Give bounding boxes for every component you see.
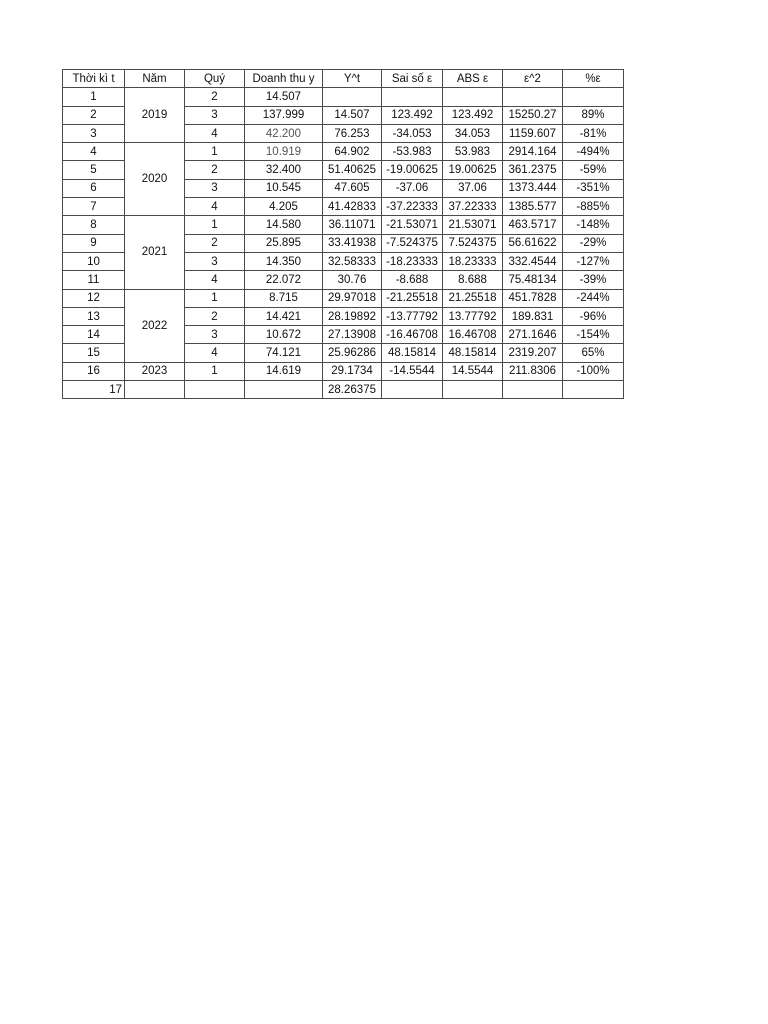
quarter-cell[interactable]: 3 xyxy=(185,106,245,124)
abs-error-cell[interactable]: 13.77792 xyxy=(443,307,503,325)
quarter-cell[interactable]: 4 xyxy=(185,124,245,142)
squared-error-cell[interactable] xyxy=(503,381,563,399)
percent-error-cell[interactable]: -148% xyxy=(563,216,624,234)
yhat-cell[interactable]: 47.605 xyxy=(323,179,382,197)
abs-error-cell[interactable]: 123.492 xyxy=(443,106,503,124)
error-cell[interactable]: -13.77792 xyxy=(382,307,443,325)
squared-error-cell[interactable]: 451.7828 xyxy=(503,289,563,307)
squared-error-cell[interactable]: 2319.207 xyxy=(503,344,563,362)
table-row xyxy=(63,381,624,399)
column-pct-header[interactable]: %ε xyxy=(563,70,624,88)
period-cell[interactable]: 11 xyxy=(63,271,125,289)
yhat-cell[interactable]: 64.902 xyxy=(323,143,382,161)
period-cell[interactable]: 13 xyxy=(63,307,125,325)
squared-error-cell[interactable]: 332.4544 xyxy=(503,252,563,270)
revenue-cell[interactable]: 8.715 xyxy=(245,289,323,307)
abs-error-cell[interactable]: 18.23333 xyxy=(443,252,503,270)
yhat-cell[interactable]: 14.507 xyxy=(323,106,382,124)
yhat-cell[interactable]: 51.40625 xyxy=(323,161,382,179)
squared-error-cell[interactable]: 75.48134 xyxy=(503,271,563,289)
revenue-cell[interactable]: 137.999 xyxy=(245,106,323,124)
percent-error-cell[interactable]: -494% xyxy=(563,143,624,161)
percent-error-cell[interactable]: -96% xyxy=(563,307,624,325)
yhat-cell[interactable]: 28.19892 xyxy=(323,307,382,325)
percent-error-cell[interactable]: -885% xyxy=(563,198,624,216)
squared-error-cell[interactable]: 15250.27 xyxy=(503,106,563,124)
yhat-cell[interactable]: 30.76 xyxy=(323,271,382,289)
percent-error-cell[interactable]: 89% xyxy=(563,106,624,124)
period-cell[interactable]: 17 xyxy=(63,381,125,399)
abs-error-cell[interactable] xyxy=(443,381,503,399)
quarter-cell[interactable]: 4 xyxy=(185,198,245,216)
yhat-cell[interactable]: 33.41938 xyxy=(323,234,382,252)
abs-error-cell[interactable] xyxy=(443,88,503,106)
column-sq-header[interactable]: ε^2 xyxy=(503,70,563,88)
percent-error-cell[interactable]: -100% xyxy=(563,362,624,380)
error-cell[interactable]: -21.25518 xyxy=(382,289,443,307)
revenue-cell[interactable]: 10.919 xyxy=(245,143,323,161)
table-row xyxy=(63,289,624,307)
percent-error-cell[interactable]: -244% xyxy=(563,289,624,307)
year-cell[interactable]: 2022 xyxy=(125,289,185,362)
quarter-cell[interactable]: 2 xyxy=(185,88,245,106)
period-cell[interactable]: 10 xyxy=(63,252,125,270)
year-cell[interactable]: 2023 xyxy=(125,362,185,380)
quarter-cell[interactable]: 1 xyxy=(185,362,245,380)
percent-error-cell[interactable]: -81% xyxy=(563,124,624,142)
column-t-header[interactable]: Thời kì t xyxy=(63,70,125,88)
squared-error-cell[interactable]: 2914.164 xyxy=(503,143,563,161)
error-cell[interactable]: -19.00625 xyxy=(382,161,443,179)
year-cell[interactable]: 2021 xyxy=(125,216,185,289)
error-cell[interactable]: -21.53071 xyxy=(382,216,443,234)
yhat-cell[interactable]: 41.42833 xyxy=(323,198,382,216)
quarter-cell[interactable]: 3 xyxy=(185,326,245,344)
revenue-cell[interactable] xyxy=(245,381,323,399)
header-row xyxy=(63,70,624,88)
abs-error-cell[interactable]: 7.524375 xyxy=(443,234,503,252)
error-cell[interactable]: -7.524375 xyxy=(382,234,443,252)
quarter-cell[interactable]: 1 xyxy=(185,216,245,234)
quarter-cell[interactable]: 2 xyxy=(185,307,245,325)
percent-error-cell[interactable]: -39% xyxy=(563,271,624,289)
error-cell[interactable]: -14.5544 xyxy=(382,362,443,380)
error-cell[interactable]: -53.983 xyxy=(382,143,443,161)
percent-error-cell[interactable] xyxy=(563,381,624,399)
period-cell[interactable]: 12 xyxy=(63,289,125,307)
abs-error-cell[interactable]: 21.53071 xyxy=(443,216,503,234)
abs-error-cell[interactable]: 34.053 xyxy=(443,124,503,142)
squared-error-cell[interactable]: 189.831 xyxy=(503,307,563,325)
revenue-cell[interactable]: 25.895 xyxy=(245,234,323,252)
year-cell[interactable]: 2019 xyxy=(125,88,185,143)
error-cell[interactable]: -16.46708 xyxy=(382,326,443,344)
table-row xyxy=(63,362,624,380)
year-cell[interactable]: 2020 xyxy=(125,143,185,216)
yhat-cell[interactable]: 29.97018 xyxy=(323,289,382,307)
revenue-cell[interactable]: 10.545 xyxy=(245,179,323,197)
forecast-table xyxy=(62,69,624,399)
period-cell[interactable]: 5 xyxy=(63,161,125,179)
yhat-cell[interactable]: 27.13908 xyxy=(323,326,382,344)
error-cell[interactable]: -37.22333 xyxy=(382,198,443,216)
error-cell[interactable] xyxy=(382,381,443,399)
quarter-cell[interactable]: 4 xyxy=(185,271,245,289)
abs-error-cell[interactable]: 16.46708 xyxy=(443,326,503,344)
percent-error-cell[interactable] xyxy=(563,88,624,106)
percent-error-cell[interactable]: -29% xyxy=(563,234,624,252)
period-cell[interactable]: 1 xyxy=(63,88,125,106)
period-cell[interactable]: 14 xyxy=(63,326,125,344)
percent-error-cell[interactable]: -154% xyxy=(563,326,624,344)
revenue-cell[interactable]: 10.672 xyxy=(245,326,323,344)
period-cell[interactable]: 9 xyxy=(63,234,125,252)
squared-error-cell[interactable] xyxy=(503,88,563,106)
revenue-cell[interactable]: 74.121 xyxy=(245,344,323,362)
period-cell[interactable]: 15 xyxy=(63,344,125,362)
revenue-cell[interactable]: 4.205 xyxy=(245,198,323,216)
yhat-cell[interactable]: 32.58333 xyxy=(323,252,382,270)
quarter-cell[interactable]: 3 xyxy=(185,179,245,197)
year-cell[interactable] xyxy=(125,381,185,399)
quarter-cell[interactable] xyxy=(185,381,245,399)
error-cell[interactable]: 123.492 xyxy=(382,106,443,124)
yhat-cell[interactable]: 36.11071 xyxy=(323,216,382,234)
period-cell[interactable]: 16 xyxy=(63,362,125,380)
revenue-cell[interactable]: 42.200 xyxy=(245,124,323,142)
error-cell[interactable]: -34.053 xyxy=(382,124,443,142)
period-cell[interactable]: 6 xyxy=(63,179,125,197)
revenue-cell[interactable]: 14.421 xyxy=(245,307,323,325)
yhat-cell[interactable]: 28.26375 xyxy=(323,381,382,399)
period-cell[interactable]: 4 xyxy=(63,143,125,161)
column-quarter-header[interactable]: Quý xyxy=(185,70,245,88)
squared-error-cell[interactable]: 1385.577 xyxy=(503,198,563,216)
revenue-cell[interactable]: 14.580 xyxy=(245,216,323,234)
abs-error-cell[interactable]: 21.25518 xyxy=(443,289,503,307)
period-cell[interactable]: 3 xyxy=(63,124,125,142)
period-cell[interactable]: 2 xyxy=(63,106,125,124)
error-cell[interactable]: -18.23333 xyxy=(382,252,443,270)
revenue-cell[interactable]: 14.350 xyxy=(245,252,323,270)
error-cell[interactable]: -37.06 xyxy=(382,179,443,197)
quarter-cell[interactable]: 3 xyxy=(185,252,245,270)
revenue-cell[interactable]: 22.072 xyxy=(245,271,323,289)
error-cell[interactable]: 48.15814 xyxy=(382,344,443,362)
abs-error-cell[interactable]: 14.5544 xyxy=(443,362,503,380)
column-error-header[interactable]: Sai số ε xyxy=(382,70,443,88)
error-cell[interactable] xyxy=(382,88,443,106)
abs-error-cell[interactable]: 37.22333 xyxy=(443,198,503,216)
squared-error-cell[interactable]: 361.2375 xyxy=(503,161,563,179)
yhat-cell[interactable]: 29.1734 xyxy=(323,362,382,380)
yhat-cell[interactable]: 25.96286 xyxy=(323,344,382,362)
quarter-cell[interactable]: 2 xyxy=(185,234,245,252)
abs-error-cell[interactable]: 37.06 xyxy=(443,179,503,197)
squared-error-cell[interactable]: 1373.444 xyxy=(503,179,563,197)
period-cell[interactable]: 7 xyxy=(63,198,125,216)
squared-error-cell[interactable]: 271.1646 xyxy=(503,326,563,344)
column-revenue-header[interactable]: Doanh thu y xyxy=(245,70,323,88)
abs-error-cell[interactable]: 48.15814 xyxy=(443,344,503,362)
quarter-cell[interactable]: 4 xyxy=(185,344,245,362)
percent-error-cell[interactable]: -351% xyxy=(563,179,624,197)
percent-error-cell[interactable]: -127% xyxy=(563,252,624,270)
squared-error-cell[interactable]: 1159.607 xyxy=(503,124,563,142)
percent-error-cell[interactable]: 65% xyxy=(563,344,624,362)
table-body xyxy=(63,70,624,399)
abs-error-cell[interactable]: 19.00625 xyxy=(443,161,503,179)
yhat-cell[interactable]: 76.253 xyxy=(323,124,382,142)
table-row xyxy=(63,216,624,234)
squared-error-cell[interactable]: 56.61622 xyxy=(503,234,563,252)
squared-error-cell[interactable]: 211.8306 xyxy=(503,362,563,380)
yhat-cell[interactable] xyxy=(323,88,382,106)
table-row xyxy=(63,143,624,161)
column-year-header[interactable]: Năm xyxy=(125,70,185,88)
revenue-cell[interactable]: 14.507 xyxy=(245,88,323,106)
quarter-cell[interactable]: 2 xyxy=(185,161,245,179)
column-yhat-header[interactable]: Y^t xyxy=(323,70,382,88)
revenue-cell[interactable]: 32.400 xyxy=(245,161,323,179)
table-row xyxy=(63,88,624,106)
quarter-cell[interactable]: 1 xyxy=(185,143,245,161)
revenue-cell[interactable]: 14.619 xyxy=(245,362,323,380)
abs-error-cell[interactable]: 53.983 xyxy=(443,143,503,161)
period-cell[interactable]: 8 xyxy=(63,216,125,234)
error-cell[interactable]: -8.688 xyxy=(382,271,443,289)
squared-error-cell[interactable]: 463.5717 xyxy=(503,216,563,234)
column-abs-header[interactable]: ABS ε xyxy=(443,70,503,88)
percent-error-cell[interactable]: -59% xyxy=(563,161,624,179)
quarter-cell[interactable]: 1 xyxy=(185,289,245,307)
abs-error-cell[interactable]: 8.688 xyxy=(443,271,503,289)
